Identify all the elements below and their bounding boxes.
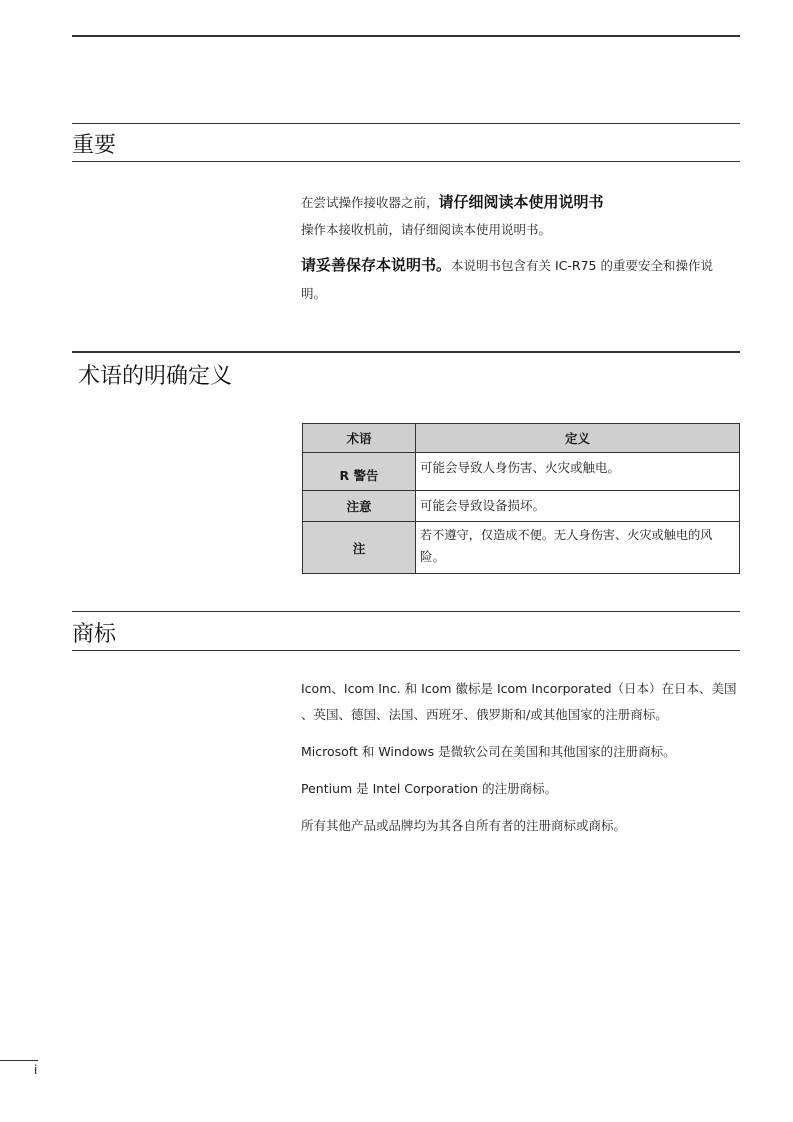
definitions-table [302, 423, 740, 574]
table-cell-definition [416, 522, 740, 574]
table-header-row [303, 424, 740, 453]
important-p2: 操作本接收机前，请仔细阅读本使用说明书。 [301, 222, 552, 237]
top-rule [72, 35, 740, 37]
trademark-p4: 所有其他产品或品牌均为其各自所有者的注册商标或商标。 [301, 818, 627, 833]
section-rule-top [72, 351, 740, 353]
trademark-p1-line1: Icom、Icom Inc. 和 Icom 徽标是 Icom Incorporated（日本）在日本、美国 [301, 681, 737, 696]
section-title-important: 重要 [72, 133, 117, 158]
table-cell-term: 注 [303, 522, 416, 574]
section-rule-bottom [72, 650, 740, 651]
important-p3-cont: 明。 [301, 286, 327, 301]
table-cell-definition [416, 453, 740, 491]
definition-line: 可能会导致人身伤害、火灾或触电。 [420, 460, 621, 475]
section-title-trademarks: 商标 [72, 622, 117, 647]
table-row [303, 491, 740, 522]
trademark-p2: Microsoft 和 Windows 是微软公司在美国和其他国家的注册商标。 [301, 744, 676, 759]
page-number: i [34, 1063, 38, 1077]
table-header-definition: 定义 [416, 424, 740, 453]
important-p1-bold: 请仔细阅读本使用说明书 [438, 193, 604, 211]
section-rule-top [72, 611, 740, 612]
table-cell-definition [416, 491, 740, 522]
table-row [303, 453, 740, 491]
table-header-term: 术语 [303, 424, 416, 453]
important-p1 [301, 190, 741, 215]
page-number-rule [0, 1060, 38, 1061]
section-rule-bottom [72, 161, 740, 162]
table-cell-term: R 警告 [303, 453, 416, 491]
section-rule-top [72, 123, 740, 124]
definition-line: 险。 [420, 549, 446, 564]
important-p1-normal: 在尝试操作接收器之前， [301, 195, 439, 210]
trademark-p1-line2: 、英国、德国、法国、西班牙、俄罗斯和/或其他国家的注册商标。 [301, 707, 668, 722]
definition-line: 可能会导致设备损坏。 [420, 498, 546, 513]
trademark-p3: Pentium 是 Intel Corporation 的注册商标。 [301, 781, 558, 796]
definition-line: 若不遵守，仅造成不便。无人身伤害、火灾或触电的风 [420, 528, 713, 542]
trademarks-body [301, 676, 741, 839]
important-p3 [301, 252, 741, 279]
important-p3-line1: 本说明书包含有关 IC-R75 的重要安全和操作说 [451, 258, 713, 273]
important-body [301, 190, 741, 307]
table-row [303, 522, 740, 574]
important-p3-bold: 请妥善保存本说明书。 [301, 256, 452, 274]
section-title-definitions: 术语的明确定义 [78, 364, 233, 389]
table-cell-term: 注意 [303, 491, 416, 522]
